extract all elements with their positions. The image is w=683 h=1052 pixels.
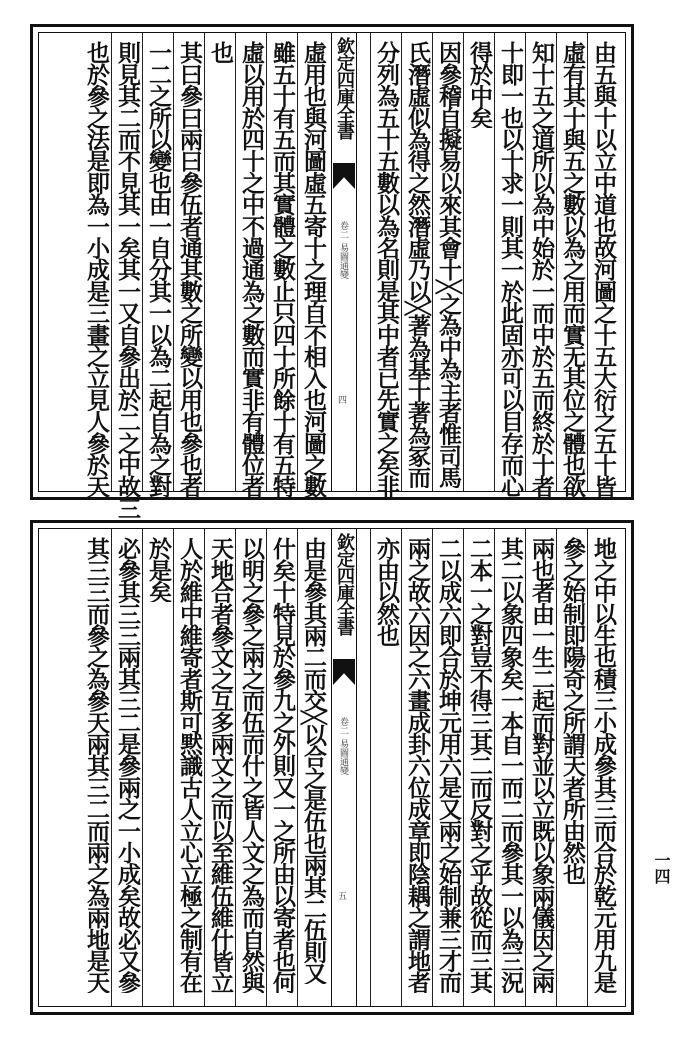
bottom-page-text-column: 其二以象四象矣一本自一而二而參其一以為三況 (497, 537, 524, 993)
top-page-text-column: 氏潛虛似為得之然潛虛乃以╳著為基十著為冢而 (404, 41, 431, 488)
bottom-page-text-column: 參之始制即陽奇之所謂天者所由然也 (559, 537, 586, 885)
bottom-page-text-column: 由是參其兩二而交╳以合之是伍也兩其二伍則又 (300, 537, 327, 984)
column-rule (235, 529, 236, 1006)
top-page-text-column: 其曰參曰兩曰參伍者通其數之所變以用也參也者 (176, 41, 203, 497)
top-page-text-column: 分列為五十五數以為名則是其中者已先實之矣非 (373, 41, 400, 497)
bottom-page-text-column: 亦由以然也 (373, 537, 400, 646)
column-rule (204, 33, 205, 491)
column-rule (142, 529, 143, 1006)
column-rule (556, 529, 557, 1006)
gutter-page-number: 四 (338, 396, 348, 406)
bottom-page-frame (38, 528, 626, 1007)
top-page-center-gutter (331, 33, 357, 491)
column-rule (142, 33, 143, 491)
top-page-text-column: 虛以用於四十之中不過通為之數而實非有體位者 (238, 41, 265, 497)
book-title: 易圖通變 (338, 739, 348, 775)
fishtail-mark-icon (333, 163, 355, 189)
column-rule (587, 529, 588, 1006)
bottom-page-text-column: 二本一之對豈不得三其二而反對之乎故從而三其 (466, 537, 493, 993)
column-rule (111, 529, 112, 1006)
bottom-page-panel (30, 520, 634, 1015)
column-rule (587, 33, 588, 491)
bottom-page-text-column: 兩也者由一生二起而對並以立既以象兩儀因之兩 (528, 537, 555, 993)
column-rule (235, 33, 236, 491)
bottom-page-text-column: 其三三而參之為參天兩其三二而兩之為兩地是天 (83, 537, 110, 993)
column-rule (432, 529, 433, 1006)
column-rule (266, 33, 267, 491)
column-rule (266, 529, 267, 1006)
top-page-text-column: 也 (207, 41, 234, 63)
bottom-page-center-gutter (331, 529, 357, 1006)
top-page-text-column: 知十五之道所以為中始於一而中於五而終於十者 (528, 41, 555, 497)
bottom-page-text-column: 必參其三三兩其三二是參兩之一小成矣故必又參 (114, 537, 141, 993)
bottom-page-text-column: 於是矣 (145, 537, 172, 603)
column-rule (525, 33, 526, 491)
top-page-text-column: 得於中矣 (466, 41, 493, 128)
column-rule (111, 33, 112, 491)
top-page-panel (30, 24, 634, 519)
bottom-page-text-column: 地之中以生也積三小成參其三而合於乾元用九是 (590, 537, 617, 993)
top-page-frame (38, 32, 626, 519)
column-rule (297, 33, 298, 491)
column-rule (204, 529, 205, 1006)
column-rule (401, 529, 402, 1006)
top-page-text-column: 也於參之法是即為一小成是三畫之立見人參於天 (83, 41, 110, 497)
library-title: 欽定四庫全書 (334, 37, 355, 139)
volume-label: 卷二 (338, 221, 348, 239)
column-rule (370, 33, 371, 491)
gutter-page-number: 五 (338, 892, 348, 902)
library-title: 欽定四庫全書 (334, 533, 355, 635)
column-rule (370, 529, 371, 1006)
volume-label: 卷二 (338, 717, 348, 735)
bottom-page-text-column: 二以成六即合於坤元用六是又兩之始制兼三才而 (435, 537, 462, 993)
page-folio: 一四 (652, 852, 671, 884)
column-rule (432, 33, 433, 491)
top-page-text-column: 由五與十以立中道也故河圖之十五大衍之五十皆 (590, 41, 617, 497)
column-rule (173, 529, 174, 1006)
column-rule (463, 33, 464, 491)
column-rule (173, 33, 174, 491)
book-title: 易圖通變 (338, 243, 348, 279)
bottom-page-text-column: 人於維中維寄者斯可黙識古人立心立極之制有在 (176, 537, 203, 993)
bottom-page-text-column: 天地合者參文之互多兩文之而以至維伍維什皆立 (207, 537, 234, 993)
top-page-text-column: 十即一也以十求一則其一於此固亦可以目存而心 (497, 41, 524, 497)
column-rule (525, 529, 526, 1006)
top-page-text-column: 雖五十有五而其實體之數止只四十所餘十有五特 (269, 41, 296, 497)
column-rule (463, 529, 464, 1006)
top-page-text-column: 虛有其十與五之數以為之用而實无其位之體也欲 (559, 41, 586, 497)
top-page-text-column: 一二之所以變也由一自分其一以為二起自為之對 (145, 41, 172, 497)
bottom-page-text-column: 什矣十特見於參九之外則又一之所由以寄者也何 (269, 537, 296, 993)
top-page-text-column: 虛用也與河圖虛五寄十之理自不相入也河圖之數 (300, 41, 327, 497)
column-rule (401, 33, 402, 491)
column-rule (297, 529, 298, 1006)
top-page-text-column: 則見其二而不見其一矣其一又自參出於二之中故三 (114, 41, 141, 519)
fishtail-mark-icon (333, 659, 355, 685)
column-rule (556, 33, 557, 491)
column-rule (494, 529, 495, 1006)
bottom-page-text-column: 兩之故六因之六畫成卦六位成章即陰耦之謂地者 (404, 537, 431, 993)
column-rule (494, 33, 495, 491)
top-page-text-column: 因參稽自擬易以來其會十╳之為中為主者惟司馬 (435, 41, 462, 488)
bottom-page-text-column: 以明之參之兩之而伍而什之皆人文之為而自然與 (238, 537, 265, 993)
